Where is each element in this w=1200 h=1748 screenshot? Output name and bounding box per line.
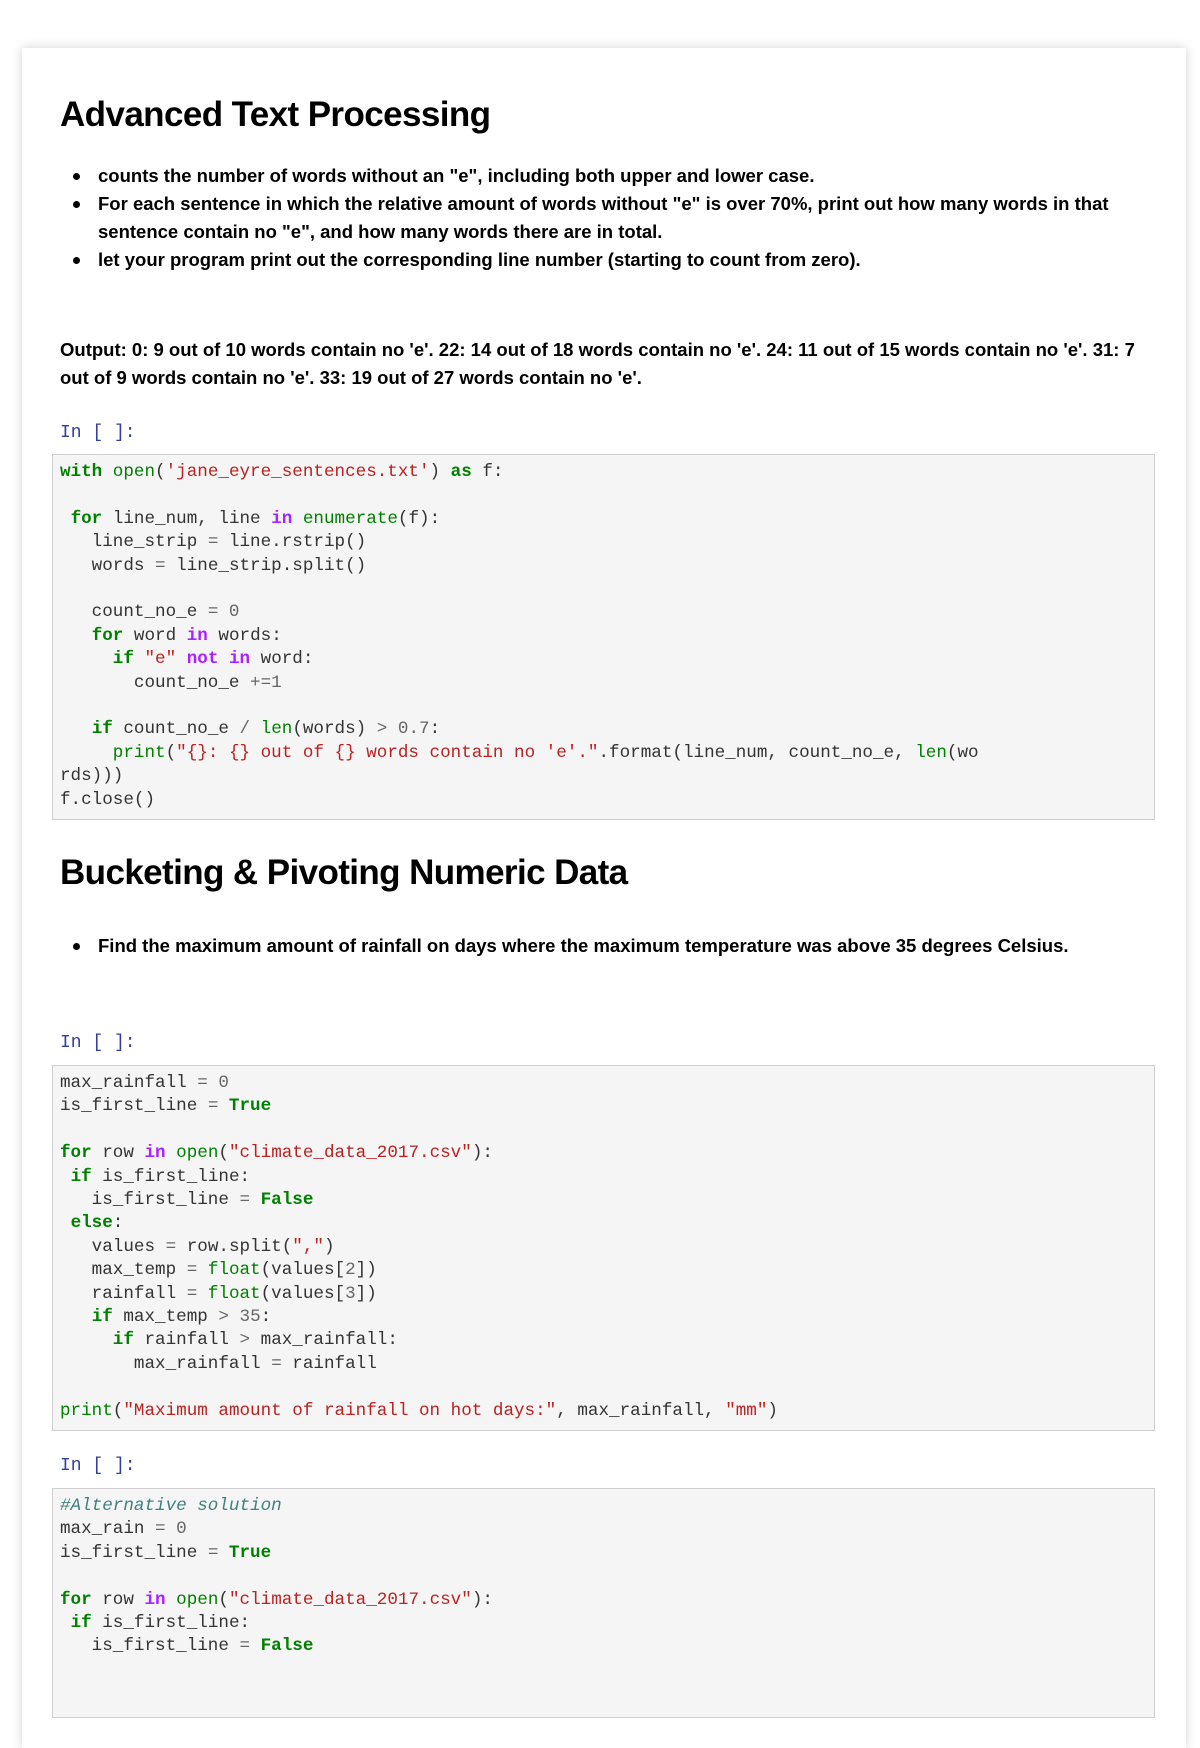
code-line: for row in open("climate_data_2017.csv"): xyxy=(60,1143,493,1164)
bullet-icon xyxy=(73,257,80,264)
code-line: if rainfall > max_rainfall: xyxy=(112,1330,398,1351)
code-line: if is_first_line: xyxy=(70,1166,251,1187)
code-line: is_first_line = True xyxy=(60,1096,272,1117)
code-line: if is_first_line: xyxy=(70,1613,251,1634)
code-line: for word in words: xyxy=(91,625,282,646)
code-line: max_rainfall = 0 xyxy=(60,1073,229,1093)
cell-prompt: In [ ]: xyxy=(60,1456,136,1476)
code-line: f.close() xyxy=(60,789,156,810)
code-line: for line_num, line in enumerate(f): xyxy=(70,508,441,529)
list-item: For each sentence in which the relative amount of words without "e" is over 70%, print out how many words in that sentence contain no "e", and how many words there are in total. xyxy=(60,190,1150,246)
code-editor[interactable] xyxy=(53,1066,1154,1423)
code-line: #Alternative solution xyxy=(60,1496,282,1516)
cell-prompt: In [ ]: xyxy=(60,1033,136,1053)
code-cell-1[interactable] xyxy=(52,454,1155,820)
list-item: let your program print out the corresponding line number (starting to count from zero). xyxy=(60,246,1150,274)
bullet-icon xyxy=(73,173,80,180)
code-line: values = row.split(",") xyxy=(60,1236,335,1257)
bullet-icon xyxy=(73,943,80,950)
code-line: else: xyxy=(70,1213,124,1234)
expected-output-text: Output: 0: 9 out of 10 words contain no 'e'. 22: 14 out of 18 words contain no 'e'. 24: 11 out of 15 words contain no 'e'. 31: 7 out of 9 words contain no 'e'. 33: 19 out of 27 words contain no 'e'. xyxy=(60,339,1135,388)
cell-prompt: In [ ]: xyxy=(60,423,136,443)
code-line: count_no_e = 0 xyxy=(60,602,240,623)
code-editor[interactable] xyxy=(53,455,1154,812)
code-line: is_first_line = False xyxy=(60,1190,314,1211)
code-line: is_first_line = False xyxy=(60,1636,314,1657)
code-line: rds))) xyxy=(60,766,124,787)
code-cell-3[interactable] xyxy=(52,1488,1155,1718)
code-line: if "e" not in word: xyxy=(112,649,314,670)
list-item: Find the maximum amount of rainfall on days where the maximum temperature was above 35 degrees Celsius. xyxy=(60,932,1150,960)
section-title-bucketing: Bucketing & Pivoting Numeric Data xyxy=(60,853,628,892)
code-cell-2[interactable] xyxy=(52,1065,1155,1431)
list-item: counts the number of words without an "e", including both upper and lower case. xyxy=(60,162,1150,190)
code-line: if count_no_e / len(words) > 0.7: xyxy=(91,719,441,740)
code-line: max_rain = 0 xyxy=(60,1519,187,1540)
code-line: count_no_e +=1 xyxy=(60,672,282,693)
code-line: rainfall = float(values[3]) xyxy=(60,1283,377,1304)
code-line: print("Maximum amount of rainfall on hot days:", max_rainfall, "mm") xyxy=(60,1400,778,1421)
code-line: with open('jane_eyre_sentences.txt') as f: xyxy=(60,462,504,482)
code-editor[interactable] xyxy=(53,1489,1154,1659)
bullet-icon xyxy=(73,201,80,208)
section-title-text-processing: Advanced Text Processing xyxy=(60,95,491,134)
code-line: line_strip = line.rstrip() xyxy=(60,532,367,553)
code-line: if max_temp > 35: xyxy=(91,1307,272,1328)
code-line: for row in open("climate_data_2017.csv"): xyxy=(60,1589,493,1610)
requirements-list xyxy=(60,162,1150,274)
code-line: print("{}: {} out of {} words contain no 'e'.".format(line_num, count_no_e, len(wo xyxy=(112,742,979,763)
task-list xyxy=(60,932,1150,960)
code-line: max_rainfall = rainfall xyxy=(60,1353,377,1374)
code-line: is_first_line = True xyxy=(60,1542,272,1563)
code-line: words = line_strip.split() xyxy=(60,555,367,576)
code-line: max_temp = float(values[2]) xyxy=(60,1260,377,1281)
